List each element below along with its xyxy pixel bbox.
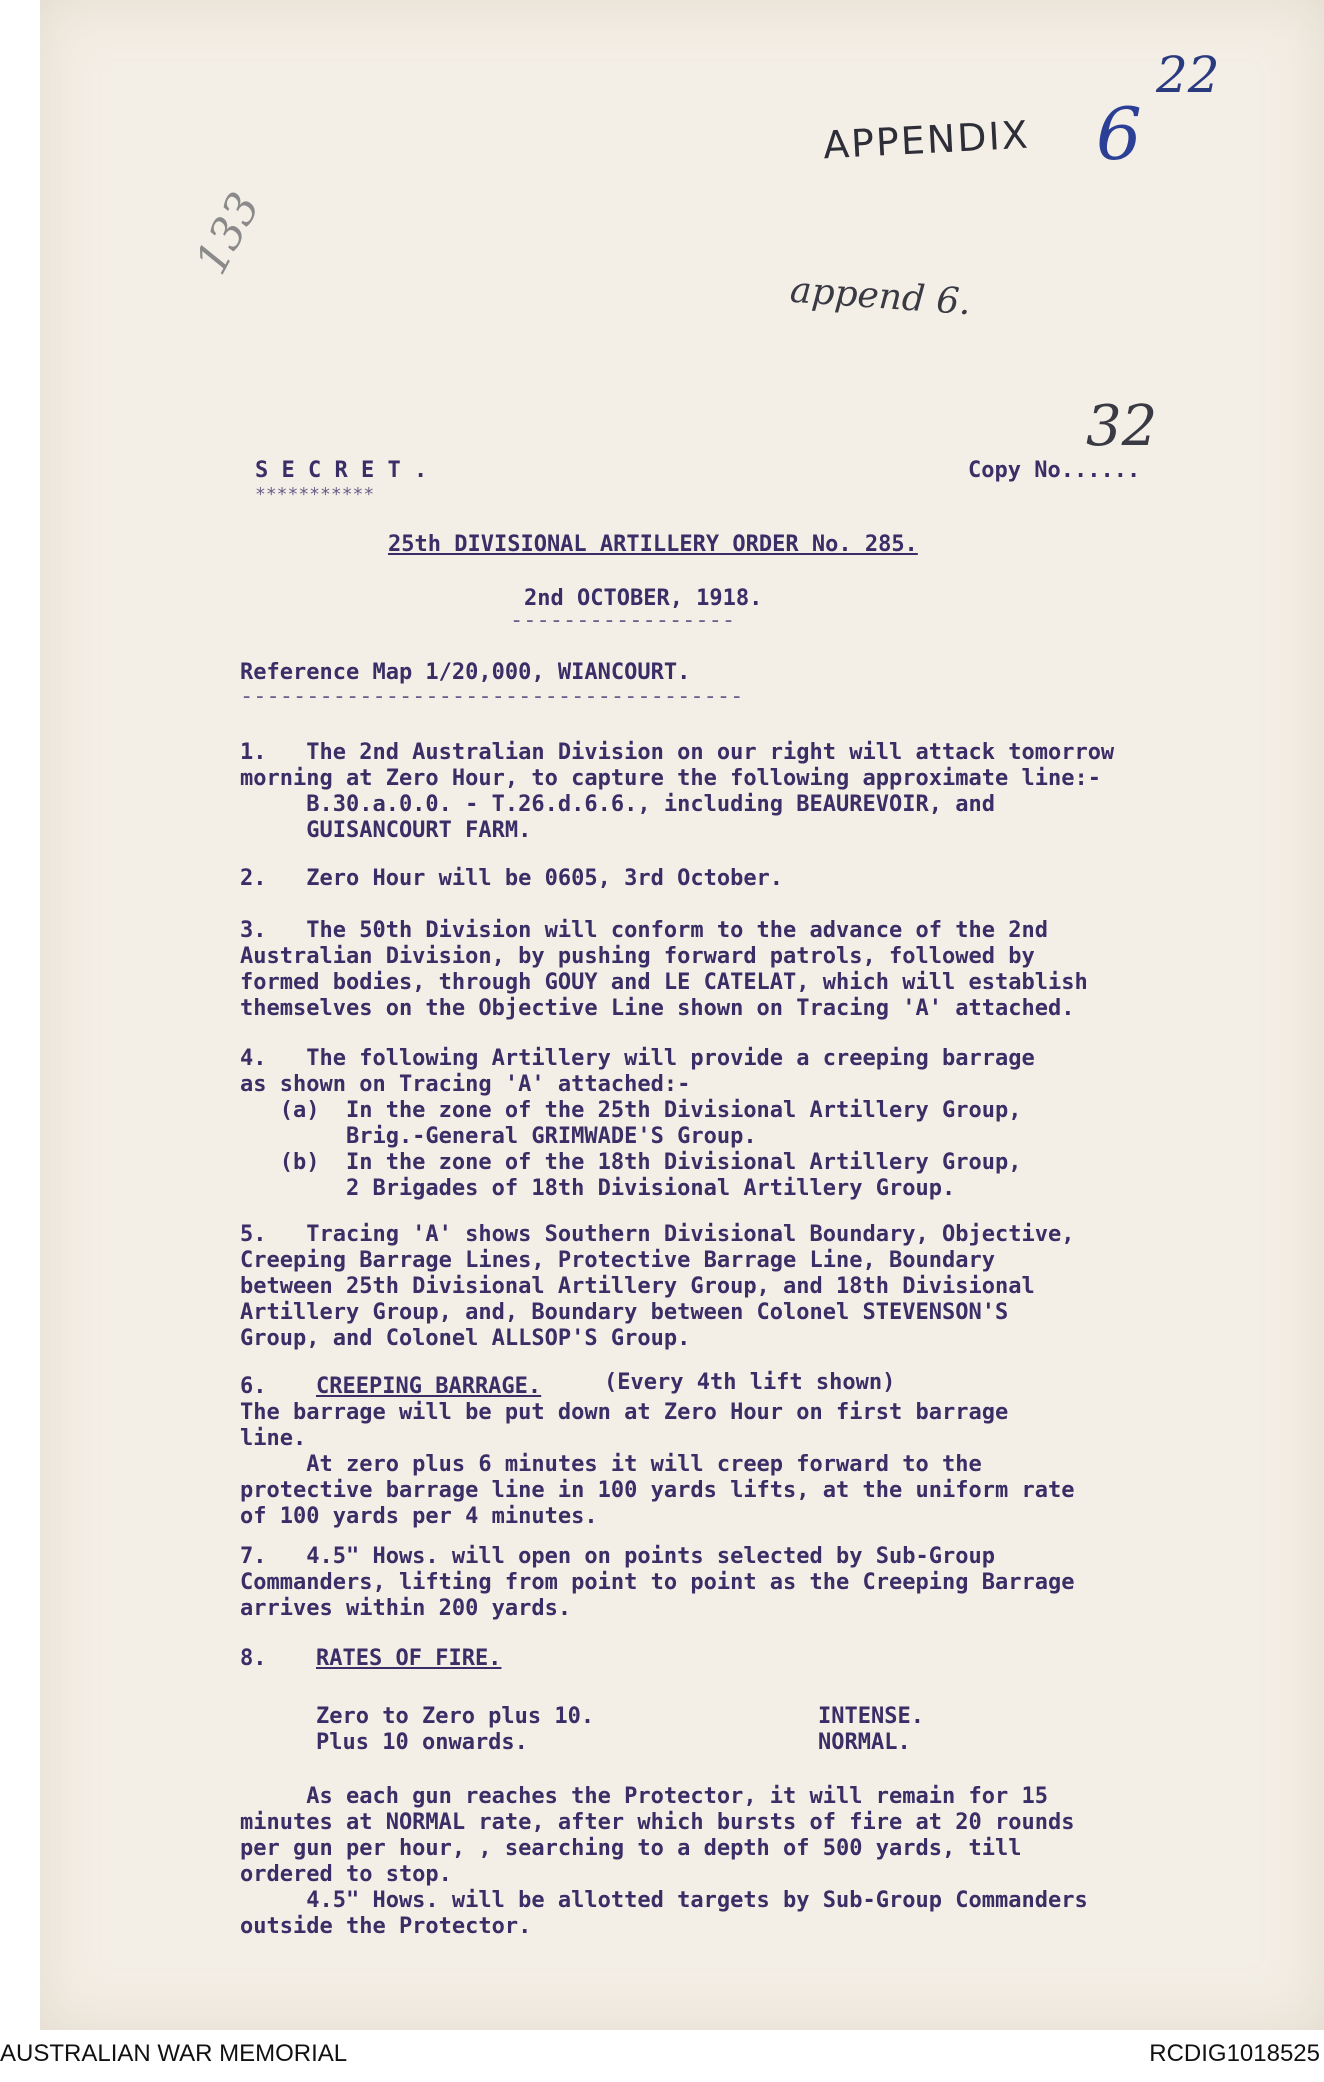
rate-period: Zero to Zero plus 10. xyxy=(316,1704,595,1729)
rate-value: INTENSE. xyxy=(818,1704,924,1729)
rate-value: NORMAL. xyxy=(818,1730,911,1755)
paragraph-8-heading: RATES OF FIRE. xyxy=(316,1646,502,1671)
paragraph-6-heading: CREEPING BARRAGE. xyxy=(316,1374,542,1399)
secret-underline: *********** xyxy=(255,484,375,505)
appendix-stamp: APPENDIX xyxy=(821,112,1031,168)
paragraph-7: 7. 4.5" Hows. will open on points selected by Sub-Group Commanders, lifting from point to point as the Creeping Barrage arrives within 200 yards. xyxy=(240,1544,1075,1621)
reference-underline: -------------------------------------- xyxy=(240,684,744,709)
reference-map: Reference Map 1/20,000, WIANCOURT. xyxy=(240,660,691,685)
paragraph-6-note: (Every 4th lift shown) xyxy=(604,1370,896,1395)
appendix-number: 6 xyxy=(1096,92,1142,176)
folio-number-side: 133 xyxy=(185,184,271,283)
paragraph-2: 2. Zero Hour will be 0605, 3rd October. xyxy=(240,866,784,891)
order-title: 25th DIVISIONAL ARTILLERY ORDER No. 285. xyxy=(388,532,918,557)
copy-number-field: Copy No...... xyxy=(968,458,1141,483)
paragraph-3: 3. The 50th Division will conform to the advance of the 2nd Australian Division, by pushing forward patrols, followed by formed bodies, through GOUY and LE CATELAT, which will establish themselves on the Objective Line shown on Tracing 'A' attached. xyxy=(240,918,1088,1021)
append-note: append 6. xyxy=(788,269,973,324)
paragraph-4: 4. The following Artillery will provide a creeping barrage as shown on Tracing 'A' attached:- (a) In the zone of the 25th Divisional Artillery Group, Brig.-General GRIMWADE'S Group. (b) In the zone of the 18th Divisional Artillery Group, 2 Brigades of 18th Divisional Artillery Group. xyxy=(240,1046,1035,1201)
folio-number-top: 22 xyxy=(1156,46,1220,104)
paragraph-8-number: 8. xyxy=(240,1646,267,1671)
paragraph-6-number: 6. xyxy=(240,1374,267,1399)
footer-id: RCDIG1018525 xyxy=(1149,2040,1320,2067)
paragraph-1: 1. The 2nd Australian Division on our right will attack tomorrow morning at Zero Hour, to capture the following approximate line:- B.30.a.0.0. - T.26.d.6.6., including BEAUREVOIR, and GUISANCOURT FARM. xyxy=(240,740,1115,843)
order-date: 2nd OCTOBER, 1918. xyxy=(524,586,763,611)
date-underline: ----------------- xyxy=(510,608,736,633)
rate-period: Plus 10 onwards. xyxy=(316,1730,528,1755)
paragraph-5: 5. Tracing 'A' shows Southern Divisional Boundary, Objective, Creeping Barrage Lines, Protective Barrage Line, Boundary between 25th Divisional Artillery Group, and 18th Divisional Artillery Group, and, Boundary between Colonel STEVENSON'S Group, and Colonel ALLSOP'S Group. xyxy=(240,1222,1075,1351)
secret-label: S E C R E T . xyxy=(255,458,428,483)
paragraph-6-body: The barrage will be put down at Zero Hour on first barrage line. At zero plus 6 minutes it will creep forward to the protective barrage line in 100 yards lifts, at the uniform rate of 100 yards per 4 minutes. xyxy=(240,1400,1075,1529)
paragraph-8-body: As each gun reaches the Protector, it will remain for 15 minutes at NORMAL rate, after which bursts of fire at 20 rounds per gun per hour, , searching to a depth of 500 yards, till ordered to stop. 4.5" Hows. will be allotted targets by Sub-Group Commanders outside the Protector. xyxy=(240,1784,1088,1939)
footer-credit: AUSTRALIAN WAR MEMORIAL xyxy=(0,2040,348,2067)
copy-number-hand: 32 xyxy=(1086,394,1158,459)
